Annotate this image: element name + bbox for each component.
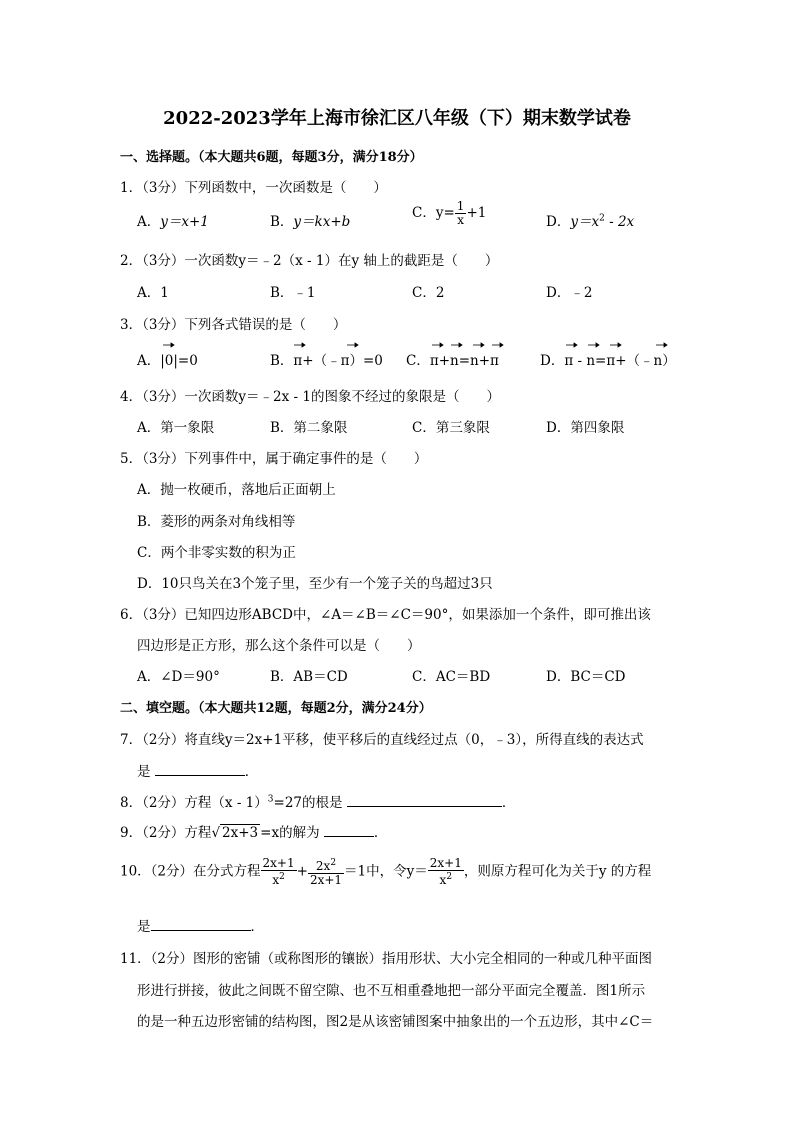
- question-3-option-a: A．|0|=0: [137, 353, 198, 369]
- question-6-stem-line1: 6．（3分）已知四边形ABCD中，∠A＝∠B＝∠C＝90°，如果添加一个条件，即可推出该: [120, 607, 651, 623]
- question-11-line1: 11．（2分）图形的密铺（或称图形的镶嵌）指用形状、大小完全相同的一种或几种平面图: [120, 951, 653, 967]
- question-11-line2: 形进行拼接，彼此之间既不留空隙、也不互相重叠地把一部分平面完全覆盖．图1所示: [137, 983, 646, 999]
- question-4-option-a: A．第一象限: [137, 420, 215, 436]
- question-3-option-c: C．π+n=n+π: [406, 353, 499, 369]
- question-1-option-d: D．$y=x^2 - 2x$: [546, 213, 635, 230]
- answer-blank: [347, 794, 502, 807]
- question-1-option-b: B．y＝kx+b: [270, 214, 351, 230]
- question-6-option-c: C．AC＝BD: [412, 669, 491, 685]
- question-6-stem-line2: 四边形是正方形，那么这个条件可以是（ ）: [137, 638, 421, 654]
- question-5-option-d: D．10只鸟关在3个笼子里，至少有一个笼子关的鸟超过3只: [137, 576, 493, 592]
- question-11-line3: 的是一种五边形密铺的结构图，图2是从该密铺图案中抽象出的一个五边形，其中∠C＝: [137, 1014, 654, 1030]
- question-1-option-a: A．y＝x+1: [137, 214, 209, 230]
- section-heading-fill: 二、填空题。（本大题共12题，每题2分，满分24分）: [120, 701, 432, 716]
- question-2-option-b: B．﹣1: [270, 285, 316, 301]
- question-9: 9．（2分）方程√ 2x+3 =x的解为 ．: [120, 825, 388, 841]
- answer-blank: [324, 824, 374, 837]
- question-2-stem: 2．（3分）一次函数y＝﹣2（x - 1）在y 轴上的截距是（ ）: [120, 253, 499, 269]
- question-4-stem: 4．（3分）一次函数y＝﹣2x - 1的图象不经过的象限是（ ）: [120, 389, 500, 405]
- question-3-option-d: D．π - n=π+（﹣n）: [540, 353, 676, 369]
- question-5-option-c: C．两个非零实数的积为正: [137, 545, 296, 561]
- question-10-line1: 10．（2分）在分式方程 $\frac{2x+1}{x^2}$ + $\frac{2x^2}{2x+1}$ ＝1中，令y＝ $\frac{2x+1}{x^2}$ ，则原方程可化为关于y 的方程: [120, 856, 652, 887]
- page-title: 2022-2023学年上海市徐汇区八年级（下）期末数学试卷: [163, 108, 631, 129]
- question-3-stem: 3．（3分）下列各式错误的是（ ）: [120, 317, 347, 333]
- question-5-option-a: A．抛一枚硬币，落地后正面朝上: [137, 482, 336, 498]
- answer-blank: [151, 918, 251, 931]
- question-6-option-d: D．BC＝CD: [546, 669, 626, 685]
- question-2-option-c: C．2: [412, 285, 445, 301]
- answer-blank: [155, 763, 245, 776]
- question-1-stem: 1．（3分）下列函数中，一次函数是（ ）: [120, 180, 387, 196]
- question-7-line2: 是 ．: [137, 764, 259, 780]
- question-6-option-a: A．∠D＝90°: [137, 669, 220, 685]
- question-3-option-b: B．π+（﹣π）=0: [270, 353, 383, 369]
- question-7-line1: 7．（2分）将直线y＝2x+1平移，使平移后的直线经过点（0，﹣3），所得直线的表达式: [120, 732, 644, 748]
- question-4-option-d: D．第四象限: [546, 420, 625, 436]
- question-2-option-a: A．1: [137, 285, 169, 301]
- question-4-option-b: B．第二象限: [270, 420, 348, 436]
- question-2-option-d: D．﹣2: [546, 285, 593, 301]
- question-5-stem: 5．（3分）下列事件中，属于确定事件的是（ ）: [120, 451, 428, 467]
- question-6-option-b: B．AB＝CD: [270, 669, 348, 685]
- question-8: 8．（2分）方程（x - 1）$^3$=27的根是 ．: [120, 794, 516, 811]
- question-10-line2: 是 ．: [137, 919, 264, 935]
- question-1-option-c: C．y= $\frac{1}{x}$ +1: [412, 199, 487, 227]
- question-4-option-c: C．第三象限: [412, 420, 490, 436]
- question-5-option-b: B．菱形的两条对角线相等: [137, 514, 296, 530]
- section-heading-choice: 一、选择题。（本大题共6题，每题3分，满分18分）: [120, 150, 423, 165]
